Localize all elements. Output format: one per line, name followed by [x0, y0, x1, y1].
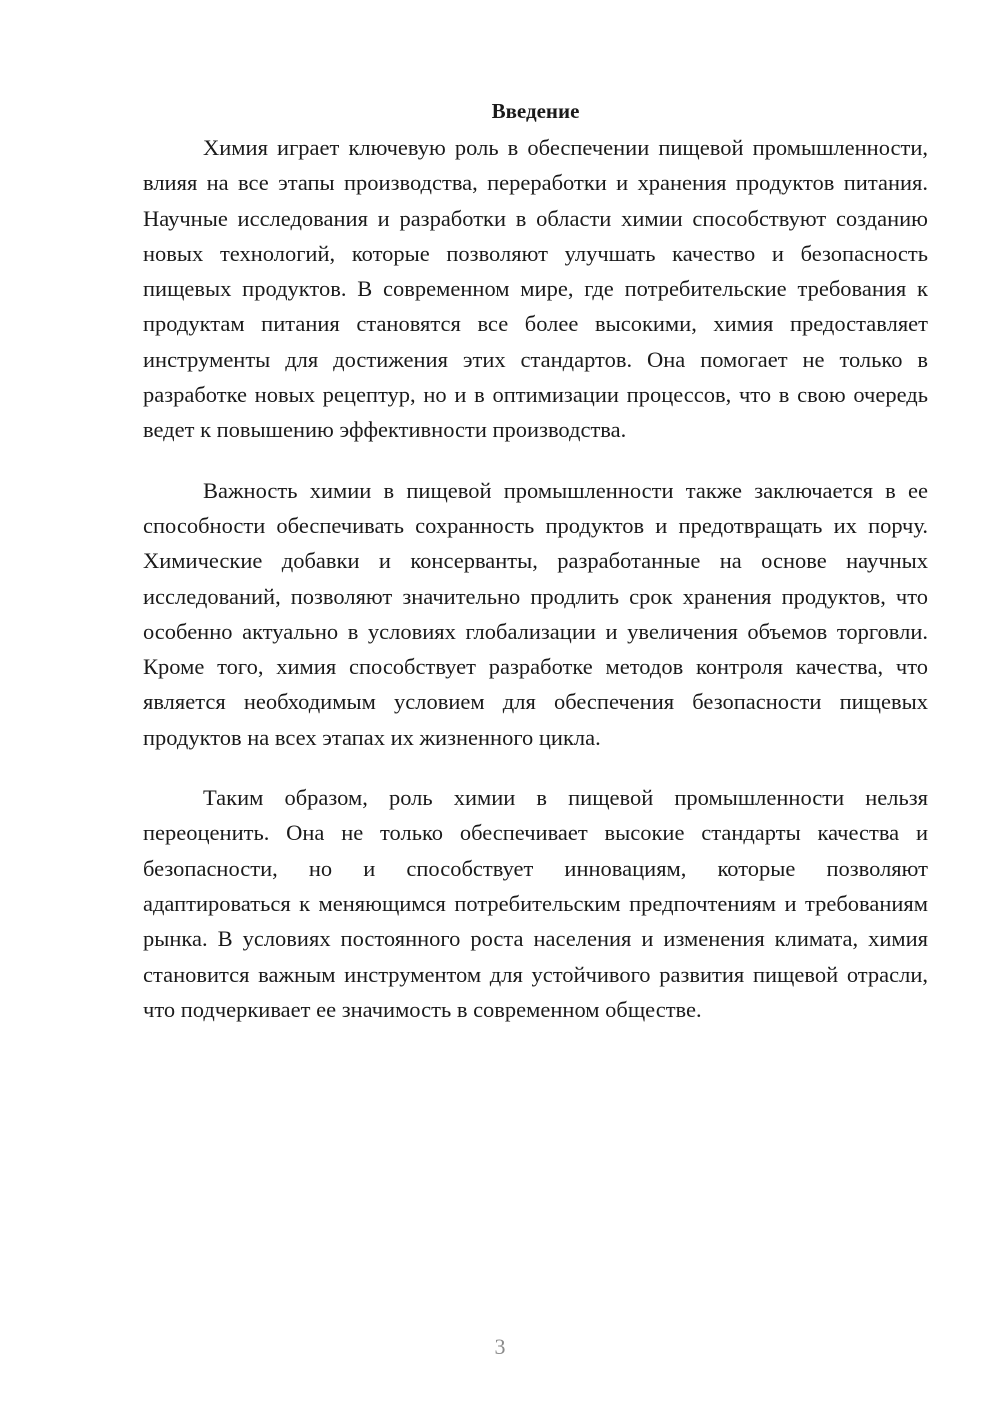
paragraph-3: Таким образом, роль химии в пищевой промышленности нельзя переоценить. Она не только обеспечивает высокие стандарты качества и безопасности, но и способствует инновациям, которые позволяют адаптироваться к меняющимся потребительским предпочтениям и требованиям рынка. В условиях постоянного роста населения и изменения климата, химия становится важным инструментом для устойчивого развития пищевой отрасли, что подчеркивает ее значимость в современном обществе. — [143, 785, 928, 1022]
section-heading: Введение — [491, 99, 580, 123]
paragraph-1: Химия играет ключевую роль в обеспечении пищевой промышленности, влияя на все этапы производства, переработки и хранения продуктов питания. Научные исследования и разработки в области химии способствуют созданию новых технологий, которые позволяют улучшать качество и безопасность пищевых продуктов. В современном мире, где потребительские требования к продуктам питания становятся все более высокими, химия предоставляет инструменты для достижения этих стандартов. Она помогает не только в разработке новых рецептур, но и в оптимизации процессов, что в свою очередь ведет к повышению эффективности производства. — [143, 135, 928, 443]
page-content — [143, 96, 928, 1052]
page-number: 3 — [494, 1334, 506, 1359]
paragraph-2: Важность химии в пищевой промышленности также заключается в ее способности обеспечивать сохранность продуктов и предотвращать их порчу. Химические добавки и консерванты, разработанные на основе научных исследований, позволяют значительно продлить срок хранения продуктов, что особенно актуально в условиях глобализации и увеличения объемов торговли. Кроме того, химия способствует разработке методов контроля качества, что является необходимым условием для обеспечения безопасности пищевых продуктов на всех этапах их жизненного цикла. — [143, 477, 928, 750]
